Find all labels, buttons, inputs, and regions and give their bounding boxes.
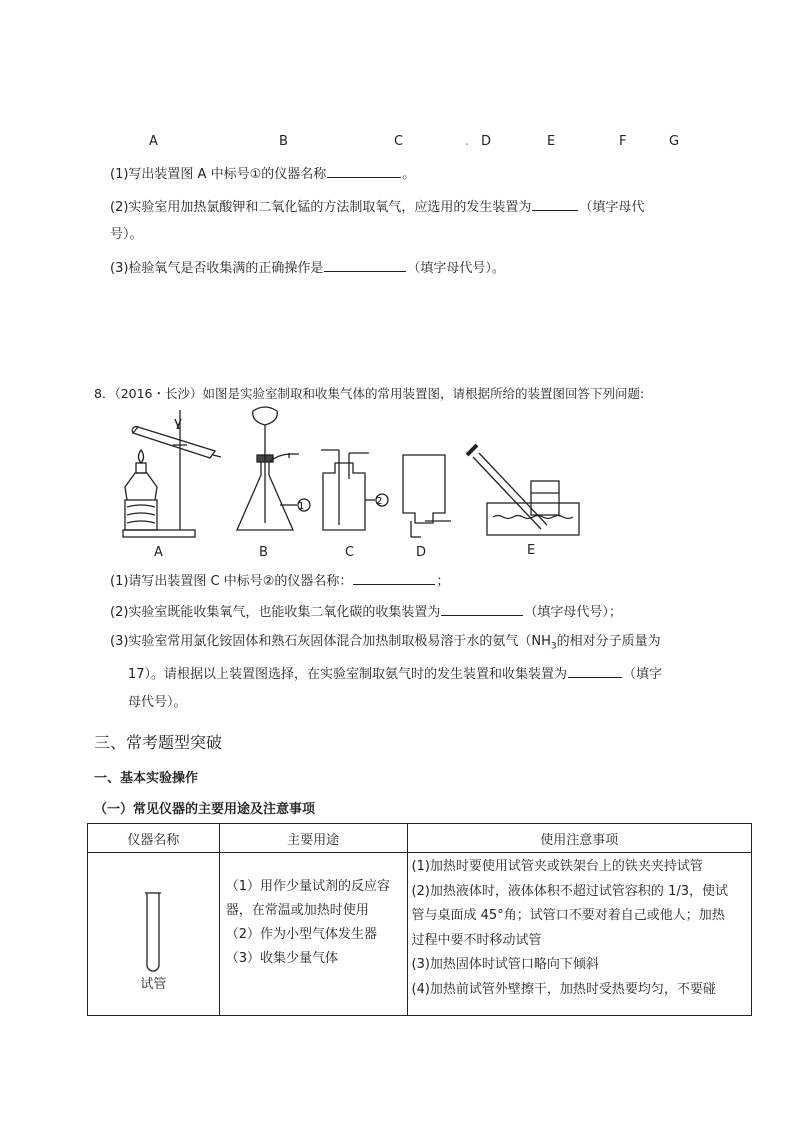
q8-line-2-end: （填字母代号）； xyxy=(524,605,622,620)
usage-cell xyxy=(219,853,407,1016)
q8-line-2 xyxy=(110,601,622,623)
fig-label-b: B xyxy=(259,545,268,560)
subsection-heading: 一、基本实验操作 xyxy=(94,771,199,786)
q7-line-4-end: （填字母代号）。 xyxy=(407,261,505,276)
usage-line: （2）作为小型气体发生器 xyxy=(225,927,378,942)
q8-line-4-end: （填字 xyxy=(623,667,663,682)
q8-line-3 xyxy=(110,632,661,657)
q8-intro: 8．（2016・长沙）如图是实验室制取和收集气体的常用装置图，请根据所给的装置图回答下列问题: xyxy=(94,386,645,401)
q8-line-3-text: (3)实验室常用氯化铵固体和熟石灰固体混合加热制取极易溶于水的氨气（NH xyxy=(110,634,551,649)
fig-label-e: E xyxy=(527,543,536,558)
q7-letter-d: D xyxy=(481,134,492,149)
fig-label-d: D xyxy=(416,545,427,560)
col-header-name: 仪器名称 xyxy=(88,824,220,853)
instrument-name-cell xyxy=(88,853,220,1016)
instrument-name: 试管 xyxy=(140,977,167,992)
apparatus-figure xyxy=(115,405,595,565)
answer-blank[interactable] xyxy=(324,257,406,272)
q7-letter-c: C xyxy=(394,134,404,149)
note-line: (3)加热固体时试管口略向下倾斜 xyxy=(411,957,599,972)
q7-line-2-end: （填字母代 xyxy=(579,200,645,215)
q7-line-2 xyxy=(110,196,644,218)
marker-2: 2 xyxy=(376,496,383,507)
apparatus-a xyxy=(123,410,221,537)
usage-line: （1）用作少量试剂的反应容 xyxy=(225,879,391,894)
table-caption: （一）常见仪器的主要用途及注意事项 xyxy=(94,802,316,817)
q7-dot: . xyxy=(465,134,470,149)
q7-letter-a: A xyxy=(149,134,158,149)
q8-line-4 xyxy=(128,663,662,685)
col-header-notes: 使用注意事项 xyxy=(407,824,751,853)
answer-blank[interactable] xyxy=(568,663,622,678)
note-line: (1)加热时要使用试管夹或铁架台上的铁夹夹持试管 xyxy=(411,859,703,874)
q7-line-2-text: (2)实验室用加热氯酸钾和二氧化锰的方法制取氧气，应选用的发生装置为 xyxy=(110,200,532,215)
answer-blank[interactable] xyxy=(532,196,578,211)
apparatus-e xyxy=(467,445,579,535)
q8-line-3-end: 的相对分子质量为 xyxy=(556,634,661,649)
q8-line-1-end: ； xyxy=(436,574,450,589)
notes-cell xyxy=(407,853,751,1016)
q8-line-2-text: (2)实验室既能收集氧气，也能收集二氧化碳的收集装置为 xyxy=(110,605,441,620)
q7-line-4-text: (3)检验氧气是否收集满的正确操作是 xyxy=(110,261,324,276)
fig-label-c: C xyxy=(345,545,355,560)
apparatus-c xyxy=(321,450,388,530)
section-heading: 三、常考题型突破 xyxy=(94,733,223,752)
note-line: (2)加热液体时，液体体积不超过试管容积的 1/3，使试 xyxy=(411,883,728,899)
q8-line-5: 母代号）。 xyxy=(128,695,187,710)
table-header-row xyxy=(88,824,752,853)
answer-blank[interactable] xyxy=(327,163,401,178)
instrument-table xyxy=(87,823,752,1016)
answer-blank[interactable] xyxy=(353,570,435,585)
fig-label-a: A xyxy=(154,545,163,560)
q8-line-1 xyxy=(110,570,449,592)
q7-letter-g: G xyxy=(669,134,680,149)
usage-line: 器，在常温或加热时使用 xyxy=(225,903,369,918)
q7-line-1-text: (1)写出装置图 A 中标号①的仪器名称 xyxy=(110,167,327,182)
note-line: 管与桌面成 45°角；试管口不要对着自己或他人；加热 xyxy=(411,908,725,923)
q7-letter-f: F xyxy=(619,134,627,149)
q7-line-3 xyxy=(110,225,143,245)
marker-1: 1 xyxy=(298,501,305,512)
test-tube-icon xyxy=(145,889,161,977)
q7-line-3-text: 号）。 xyxy=(110,227,143,242)
q7-line-1 xyxy=(110,163,415,185)
nh3-subscript: 3 xyxy=(550,641,557,652)
q7-letter-b: B xyxy=(279,134,288,149)
q7-line-4 xyxy=(110,257,505,279)
q7-letter-e: E xyxy=(547,134,556,149)
apparatus-d xyxy=(403,455,451,537)
note-line: (4)加热前试管外壁擦干，加热时受热要均匀，不要碰 xyxy=(411,981,716,997)
q8-line-1-text: (1)请写出装置图 C 中标号②的仪器名称： xyxy=(110,574,353,589)
table-row xyxy=(88,853,752,1016)
answer-blank[interactable] xyxy=(441,601,523,616)
usage-line: （3）收集少量气体 xyxy=(225,951,339,966)
q7-line-1-end: 。 xyxy=(402,167,416,182)
col-header-use: 主要用途 xyxy=(219,824,407,853)
q8-line-4-text: 17）。请根据以上装置图选择，在实验室制取氨气时的发生装置和收集装置为 xyxy=(128,667,568,682)
note-line: 过程中要不时移动试管 xyxy=(411,932,542,948)
